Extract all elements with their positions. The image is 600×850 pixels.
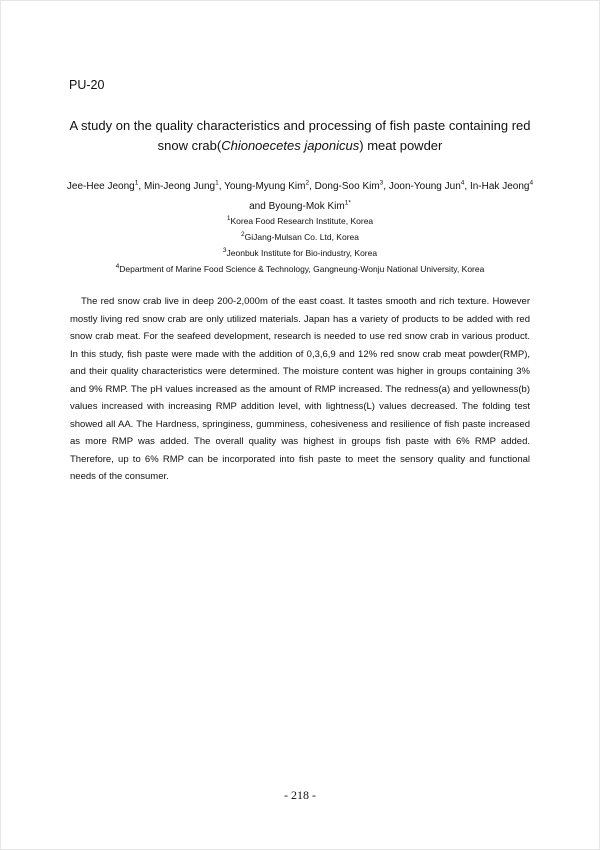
author-affiliation-mark: 3 bbox=[379, 179, 384, 187]
author-affiliation-mark: 4 bbox=[460, 179, 465, 187]
author-name: Jee-Hee Jeong bbox=[66, 181, 135, 192]
author-separator: , bbox=[218, 181, 225, 192]
author-separator: and bbox=[249, 201, 269, 212]
presentation-code: PU-20 bbox=[69, 78, 105, 92]
author-separator: , bbox=[309, 181, 315, 192]
author-affiliation-mark: 2 bbox=[305, 179, 310, 187]
author-name: Dong-Soo Kim bbox=[314, 181, 380, 192]
affiliation-line bbox=[60, 245, 540, 261]
affiliation-line bbox=[60, 213, 540, 229]
author-name: In-Hak Jeong bbox=[469, 181, 530, 192]
abstract-body: The red snow crab live in deep 200-2,000m of the east coast. It tastes smooth and rich texture. However mostly living red snow crab are only utilized materials. Japan has a variety of products to be added with red snow crab meat. For the seafeed development, research is needed to use red snow crab in various product. In this study, fish paste were made with the addition of 0,3,6,9 and 12% red snow crab meat powder(RMP), and their quality characteristics were determined. The moisture content was higher in groups containing 3% and 9% RMP. The pH values increased as the amount of RMP increased. The redness(a) and yellowness(b) values increased with increasing RMP addition level, with lightness(L) values decreased. The folding test showed all AA. The Hardness, springiness, gumminess, cohesiveness and resilience of fish paste increased as more RMP was added. The overall quality was highest in groups fish paste with 6% RMP added. Therefore, up to 6% RMP can be incorporated into fish paste to meet the sensory quality and functional needs of the consumer. bbox=[70, 296, 530, 482]
paper-title bbox=[60, 116, 540, 156]
author-affiliation-mark: 1* bbox=[344, 199, 351, 207]
affiliation-line bbox=[60, 229, 540, 245]
author-affiliation-mark: 1 bbox=[134, 179, 139, 187]
author-name: Min-Jeong Jung bbox=[143, 181, 216, 192]
author-separator: , bbox=[464, 181, 470, 192]
affiliation-text: GiJang-Mulsan Co. Ltd, Korea bbox=[244, 232, 359, 242]
affiliation-mark: 1 bbox=[226, 215, 231, 223]
title-species-name: Chionoecetes japonicus bbox=[221, 138, 360, 153]
author-name: Young-Myung Kim bbox=[224, 181, 306, 192]
affiliation-text: Korea Food Research Institute, Korea bbox=[230, 216, 374, 226]
affiliation-text: Department of Marine Food Science & Technology, Gangneung-Wonju National University, Korea bbox=[119, 264, 485, 274]
affiliation-line bbox=[60, 261, 540, 277]
affiliation-mark: 4 bbox=[115, 263, 120, 271]
title-part-1: A study on the quality characteristics and processing of fish paste containing red snow crab( bbox=[69, 118, 531, 153]
author-separator: , bbox=[138, 181, 144, 192]
author-separator: , bbox=[383, 181, 389, 192]
page-number: - 218 - bbox=[284, 788, 316, 802]
affiliation-text: Jeonbuk Institute for Bio-industry, Korea bbox=[226, 248, 378, 258]
affiliation-mark: 2 bbox=[241, 231, 245, 239]
author-name: Joon-Young Jun bbox=[388, 181, 461, 192]
author-list bbox=[60, 177, 540, 217]
title-part-2: ) meat powder bbox=[359, 138, 443, 153]
affiliation-list bbox=[60, 213, 540, 277]
affiliation-mark: 3 bbox=[222, 247, 227, 255]
author-affiliation-mark: 1 bbox=[215, 179, 219, 187]
author-name: Byoung-Mok Kim bbox=[268, 201, 345, 212]
author-affiliation-mark: 4 bbox=[529, 179, 534, 187]
